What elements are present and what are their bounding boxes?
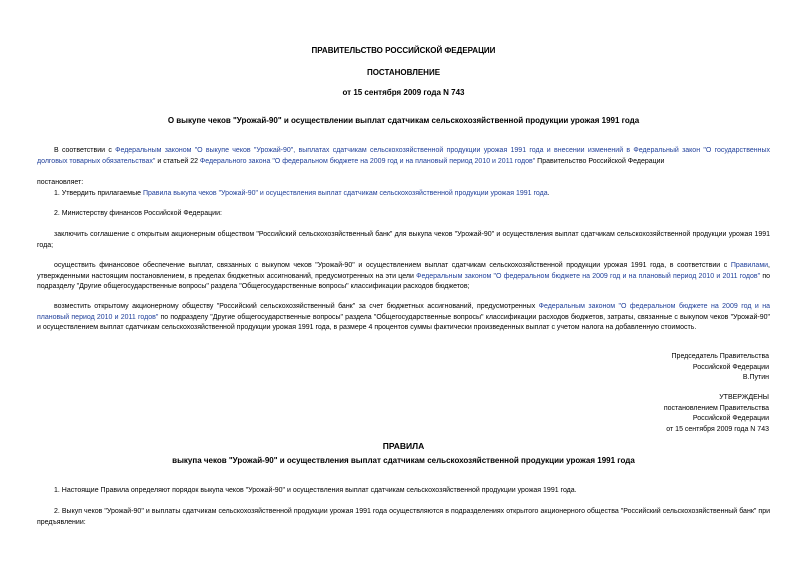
preamble-text-3: Правительство Российской Федерации <box>535 157 665 165</box>
preamble-paragraph <box>37 146 770 167</box>
document-type-heading: ПОСТАНОВЛЕНИЕ <box>366 68 441 77</box>
link-federal-budget-law[interactable]: Федерального закона "О федеральном бюджете на 2009 год и на плановый период 2010 и 2011 годов" <box>199 157 536 165</box>
link-federal-budget-law-3[interactable]: Федеральным законом "О федеральном бюджете на 2009 год и на плановый период 2010 и 2011 годов" <box>37 303 770 321</box>
subitem-3-text-1: возместить открытому акционерному обществу "Российский сельскохозяйственный банк" за счет бюджетных ассигнований, предусмотренных <box>54 303 539 310</box>
item-2-paragraph: 2. Министерству финансов Российской Федерации: <box>54 210 222 217</box>
signature-block <box>672 352 769 384</box>
approval-line-3: Российской Федерации <box>692 415 769 422</box>
link-federal-budget-law-2[interactable]: Федеральным законом "О федеральном бюджете на 2009 год и на плановый период 2010 и 2011 годов" <box>416 272 761 280</box>
preamble-text-2: и статьей 22 <box>155 157 200 165</box>
approval-line-1: УТВЕРЖДЕНЫ <box>719 394 769 401</box>
subitem-2-paragraph <box>37 261 770 293</box>
rules-item-1: 1. Настоящие Правила определяют порядок выкупа чеков "Урожай-90" и осуществления выплат сдатчикам сельскохозяйственной продукции урожая 1991 года. <box>54 487 577 494</box>
signature-line-3: В.Путин <box>742 374 769 381</box>
rules-subheading: выкупа чеков "Урожай-90" и осуществления выплат сдатчикам сельскохозяйственной продукции урожая 1991 года <box>172 456 635 465</box>
subitem-3-text-2: по подразделу "Другие общегосударственные вопросы" раздела "Общегосударственные вопросы" классификации расходов бюджетов, затраты, связанные с выкупом чеков "Урожай-90" и осуществлением выплат сдатчикам сельскохозяйственной продукции урожая 1991 года, в размере 4 процентов суммы фактически произведенных выплат с учетом налога на добавленную стоимость. <box>37 313 770 331</box>
rules-item-2: 2. Выкуп чеков "Урожай-90" и выплаты сдатчикам сельскохозяйственной продукции урожая 1991 года осуществляются в подразделениях открытого акционерного общества "Российский сельскохозяйственный банк" при предъявлении: <box>37 508 770 526</box>
signature-line-2: Российской Федерации <box>692 363 769 371</box>
resolves-text: постановляет: <box>37 179 84 186</box>
preamble-text-1: В соответствии с <box>54 147 116 154</box>
subitem-3-paragraph <box>37 302 770 334</box>
approval-block <box>664 393 769 435</box>
document-title: О выкупе чеков "Урожай-90" и осуществлении выплат сдатчикам сельскохозяйственной продукции урожая 1991 года <box>167 116 640 125</box>
link-federal-law-urozhai[interactable]: Федеральным законом "О выкупе чеков "Урожай-90", выплатах сдатчикам сельскохозяйственной продукции урожая 1991 года и внесении изменений в Федеральный закон "О государственных долговых товарных обязательствах" <box>37 147 771 165</box>
subitem-2-text-2: , утвержденными настоящим постановлением, в пределах бюджетных ассигнований, предусмотренных на эти цели <box>37 262 770 280</box>
subitem-2-text-3: по подразделу "Другие общегосударственные вопросы" раздела "Общегосударственные вопросы" классификации расходов бюджетов; <box>37 272 771 290</box>
link-rules[interactable]: Правила выкупа чеков "Урожай-90" и осуществления выплат сдатчикам сельскохозяйственной продукции урожая 1991 года <box>142 190 548 197</box>
document-date-heading: от 15 сентября 2009 года N 743 <box>342 88 465 97</box>
approval-line-4: от 15 сентября 2009 года N 743 <box>666 425 769 433</box>
subitem-1-paragraph: заключить соглашение с открытым акционерным обществом "Российский сельскохозяйственный банк" для выкупа чеков "Урожай-90" и осуществления выплат сдатчикам сельскохозяйственной продукции урожая 1991 года; <box>37 231 770 249</box>
approval-line-2: постановлением Правительства <box>663 404 769 412</box>
link-pravila[interactable]: Правилами <box>730 262 769 269</box>
item-1-text: 1. Утвердить прилагаемые <box>54 190 143 197</box>
signature-line-1: Председатель Правительства <box>671 353 769 360</box>
issuer-heading: ПРАВИТЕЛЬСТВО РОССИЙСКОЙ ФЕДЕРАЦИИ <box>311 46 496 55</box>
subitem-2-text-1: осуществить финансовое обеспечение выплат, связанных с выкупом чеков "Урожай-90" и осуществлением выплат сдатчикам сельскохозяйственной продукции урожая 1991 года, в соответствии с <box>54 262 731 269</box>
rules-heading: ПРАВИЛА <box>382 441 425 451</box>
item-1-paragraph <box>37 189 770 200</box>
item-1-end: . <box>547 190 550 197</box>
